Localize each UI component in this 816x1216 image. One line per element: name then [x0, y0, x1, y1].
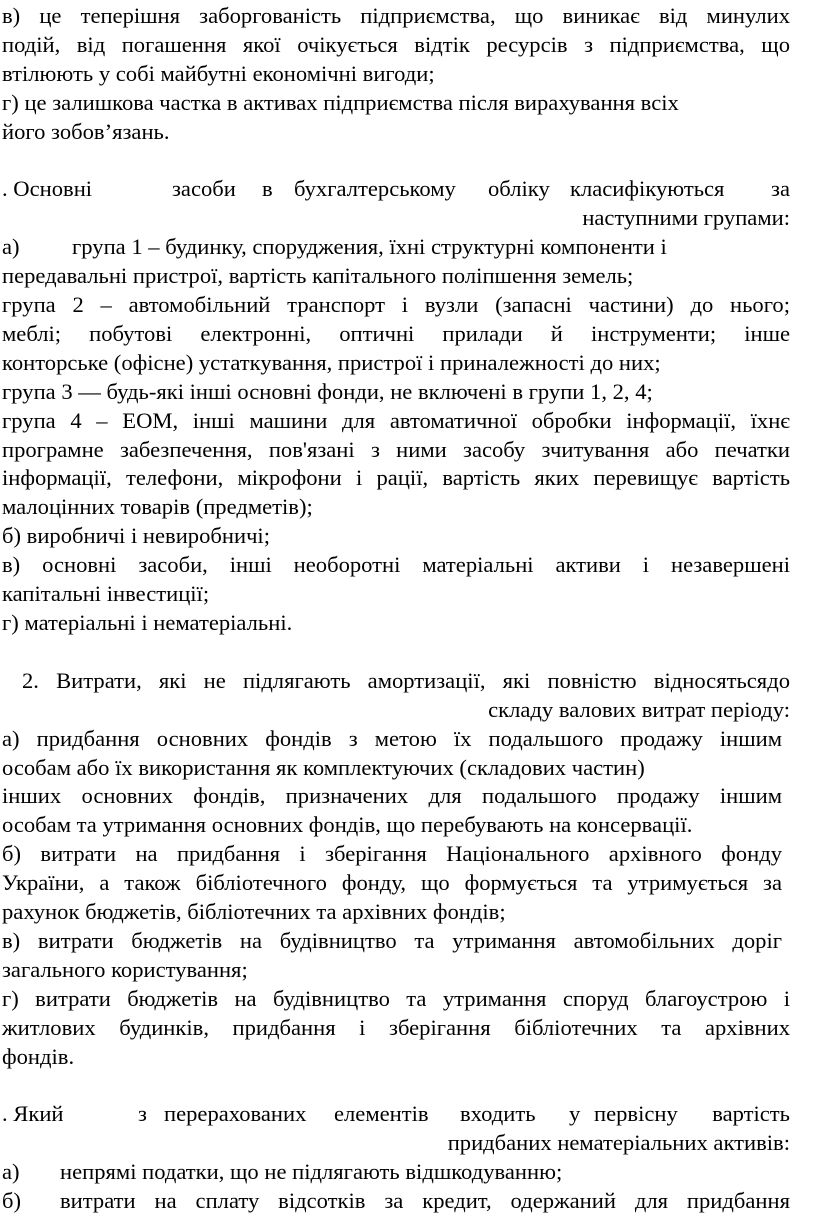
stem-word: елементів: [334, 1101, 429, 1127]
stem-word: перерахованих: [164, 1101, 307, 1127]
q2-option-g-line-2: житлових будинків, придбання і зберігання бібліотечних та архівних: [2, 1014, 790, 1040]
fa-option-a-line-8: програмне забезпечення, пов'язані з ними засобу зчитування або печатки: [2, 436, 790, 462]
prev-option-v-line-2: подій, від погашення якої очікується відтік ресурсів з підприємства, що: [2, 31, 790, 57]
fa-option-a-line-1: [2, 233, 790, 262]
int-option-a-label: а): [2, 1159, 20, 1185]
fa-option-v-line-1: в) основні засоби, інші необоротні матеріальні активи і незавершені: [2, 552, 790, 578]
fa-option-a-line-3: група 2 – автомобільний транспорт і вузли (запасні частини) до нього;: [2, 292, 790, 317]
stem-word: вартість: [712, 1101, 790, 1127]
q2-option-b-line-2: України, а також бібліотечного фонду, що формується та утримується за: [2, 870, 782, 896]
q2-option-b-line-1: б) витрати на придбання і зберігання Національного архівного фонду: [2, 841, 782, 867]
fa-option-g: г) матеріальні і нематеріальні.: [2, 610, 293, 635]
stem-word: в: [262, 176, 273, 202]
fa-option-a-line-6: група 3 — будь-які інші основні фонди, не включені в групи 1, 2, 4;: [2, 378, 653, 404]
q2-option-a-line-2: особам або їх використання як комплектуючих (складових частин): [2, 754, 645, 780]
fa-option-a-line-2: передавальні пристрої, вартість капітального поліпшення земель;: [2, 263, 634, 289]
stem-word: класифікуються: [570, 176, 725, 202]
int-option-b: [2, 1187, 790, 1216]
stem-word: засоби: [172, 176, 236, 202]
fa-option-a-line-5: конторське (офісне) устаткування, пристрої і приналежності до них;: [2, 349, 661, 375]
stem-word: у: [569, 1101, 581, 1127]
q2-option-g-line-3: фондів.: [2, 1043, 75, 1069]
stem-word: обліку: [488, 176, 550, 202]
fa-option-b: б) виробничі і невиробничі;: [2, 523, 270, 549]
prev-option-g-line-1: г) це залишкова частка в активах підприємства після вирахування всіх: [2, 89, 679, 115]
stem-word: . Який: [2, 1101, 64, 1127]
q2-option-a-line-1: а) придбання основних фондів з метою їх подальшого продажу іншим: [2, 725, 782, 751]
q2-option-v-line-2: загального користування;: [2, 956, 248, 982]
stem-word: з: [138, 1101, 147, 1127]
fa-option-a-line-10: малоцінних товарів (предметів);: [2, 494, 313, 520]
question-intangible-stem-cont: придбаних нематеріальних активів:: [447, 1130, 790, 1156]
fa-option-a-label: а): [2, 234, 20, 260]
q2-option-b-line-3: рахунок бюджетів, бібліотечних та архівних фондів;: [2, 899, 506, 924]
int-option-b-text: витрати на сплату відсотків за кредит, одержаний для придбання: [60, 1188, 790, 1214]
prev-option-v-line-1: в) це теперішня заборгованість підприємства, що виникає від минулих: [2, 2, 790, 28]
question-2-stem: 2. Витрати, які не підлягають амортизації, які повністю відносятьсядо: [22, 667, 790, 693]
stem-word: за: [771, 176, 790, 202]
fa-option-v-line-2: капітальні інвестиції;: [2, 581, 210, 607]
fa-option-a-line-9: інформації, телефони, мікрофони і рації, вартість яких перевищує вартість: [2, 465, 790, 491]
q2-option-v-line-1: в) витрати бюджетів на будівництво та утримання автомобільних доріг: [2, 927, 782, 953]
int-option-b-label: б): [2, 1188, 22, 1214]
q2-option-g-line-1: г) витрати бюджетів на будівництво та утримання споруд благоустрою і: [2, 985, 790, 1011]
q2-option-a-line-4: особам та утримання основних фондів, що перебувають на консервації.: [2, 812, 693, 838]
prev-option-g-line-2: його зобов’язань.: [2, 118, 170, 144]
prev-option-v-line-3: втілюють у собі майбутні економічні вигоди;: [2, 60, 435, 86]
stem-word: входить: [460, 1101, 536, 1127]
int-option-a: [2, 1158, 790, 1187]
fa-option-a-line-4: меблі; побутові електронні, оптичні прилади й інструменти; інше: [2, 320, 790, 346]
stem-word: . Основні: [2, 176, 93, 202]
fa-option-a-text: група 1 – будинку, споруджения, їхні структурні компоненти і: [72, 234, 667, 260]
stem-word: первісну: [594, 1101, 678, 1127]
question-2-stem-cont: складу валових витрат періоду:: [488, 696, 790, 722]
fa-option-a-line-7: група 4 – ЕОМ, інші машини для автоматичної обробки інформації, їхнє: [2, 407, 790, 433]
question-fixed-assets-stem-cont: наступними групами:: [582, 205, 790, 231]
stem-word: бухгалтерському: [294, 176, 456, 202]
q2-option-a-line-3: інших основних фондів, призначених для подальшого продажу іншим: [2, 783, 782, 809]
int-option-a-text: непрямі податки, що не підлягають відшкодуванню;: [60, 1159, 563, 1185]
